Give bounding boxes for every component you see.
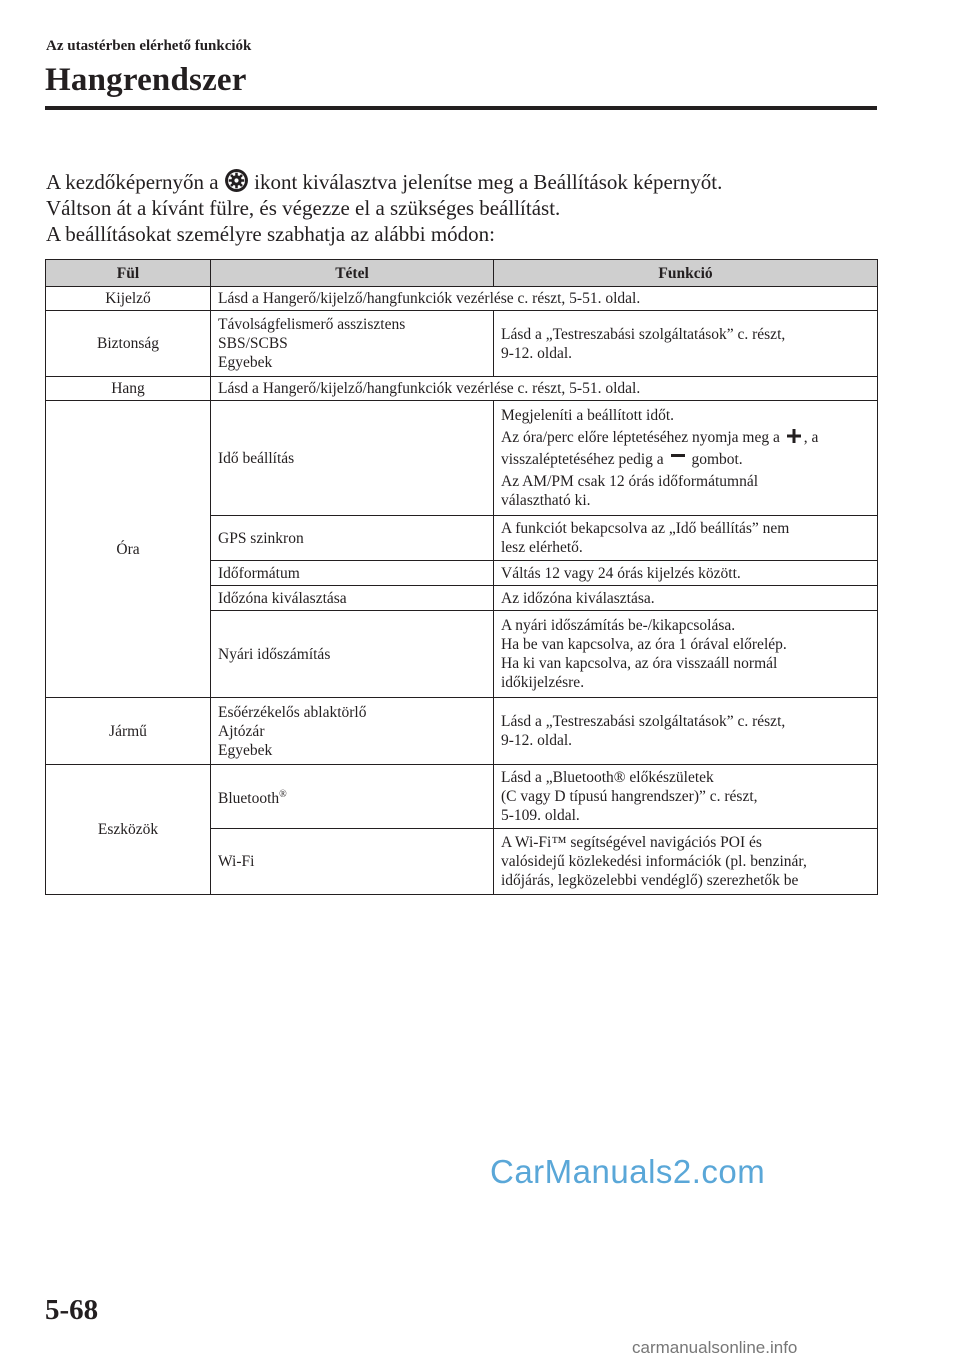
tab-cell-biztonsag: Biztonság [46,311,211,377]
item-line: Egyebek [218,741,273,759]
item-text: Bluetooth [218,790,280,808]
table-row-biztonsag [46,311,878,377]
function-cell-biztonsag [494,311,878,377]
intro-line-1-start: A kezdőképernyőn a [46,170,219,194]
item-cell-bluetooth [211,765,494,829]
function-cell-hang: Lásd a Hangerő/kijelző/hangfunkciók vezérlése c. részt, 5-51. oldal. [211,377,878,401]
function-line: A Wi-Fi™ segítségével navigációs POI és [501,834,762,851]
registered-mark: ® [279,788,287,800]
item-cell-gps-szinkron: GPS szinkron [211,516,494,561]
tab-cell-kijelzo: Kijelző [46,287,211,311]
page-title: Hangrendszer [45,62,247,98]
watermark: CarManuals2.com [490,1153,766,1190]
function-line: 9-12. oldal. [501,344,573,362]
function-cell-bluetooth [494,765,878,829]
function-text: Az óra/perc előre léptetéséhez nyomja meg a [501,429,780,446]
function-line: A funkciót bekapcsolva az „Idő beállítás” nem [501,520,790,537]
section-label: Az utastérben elérhető funkciók [46,38,252,54]
tab-cell-eszkozok: Eszközök [46,765,211,895]
plus-icon [786,428,802,444]
function-cell-idozona: Az időzóna kiválasztása. [494,586,878,611]
function-cell-gps-szinkron [494,516,878,561]
item-line: Egyebek [218,354,273,371]
function-line [501,450,870,469]
tab-cell-ora: Óra [46,401,211,698]
column-header-tab: Fül [46,260,211,287]
settings-table [45,259,878,895]
title-divider [45,106,877,110]
intro-line-3: A beállításokat személyre szabhatja az alábbi módon: [46,222,495,246]
function-line: 9-12. oldal. [501,732,573,749]
function-cell-ido-beallitas [494,401,878,516]
function-line: 5-109. oldal. [501,807,580,824]
function-line: (C vagy D típusú hangrendszer)” c. részt, [501,788,758,805]
item-line: Távolságfelismerő asszisztens [218,316,406,333]
item-cell-jarmu [211,698,494,765]
item-line: Esőérzékelős ablaktörlő [218,703,367,721]
settings-gear-icon [224,168,249,193]
minus-icon [670,450,686,466]
tab-cell-jarmu: Jármű [46,698,211,765]
item-cell-idoformatum: Időformátum [211,561,494,586]
function-cell-idoformatum: Váltás 12 vagy 24 órás kijelzés között. [494,561,878,586]
intro-line-2: Váltson át a kívánt fülre, és végezze el a szükséges beállítást. [46,196,561,220]
item-cell-nyari-idoszamitas: Nyári időszámítás [211,611,494,698]
intro-text [46,168,886,247]
function-text: visszaléptetéséhez pedig a [501,451,664,468]
function-line: Ha be van kapcsolva, az óra 1 órával előrelép. [501,636,787,653]
function-line: Megjeleníti a beállított időt. [501,407,675,424]
table-row-bluetooth [46,765,878,829]
function-line: Lásd a „Testreszabási szolgáltatások” c. részt, [501,713,786,730]
page-number: 5-68 [45,1294,99,1326]
table-row-kijelzo [46,287,878,311]
column-header-item: Tétel [211,260,494,287]
function-cell-jarmu [494,698,878,765]
footer-logo: carmanualsonline.info [632,1338,798,1357]
function-line: A nyári időszámítás be-/kikapcsolása. [501,617,736,634]
function-cell-wifi [494,829,878,895]
function-line: időjárás, legközelebbi vendéglő) szerezhetők be [501,872,799,889]
function-line: valósidejű közlekedési információk (pl. benzinár, [501,853,807,870]
function-line: lesz elérhető. [501,539,583,556]
function-line: időkijelzésre. [501,674,585,691]
table-row-ido-beallitas [46,401,878,516]
function-cell-kijelzo: Lásd a Hangerő/kijelző/hangfunkciók vezérlése c. részt, 5-51. oldal. [211,287,878,311]
item-cell-idozona: Időzóna kiválasztása [211,586,494,611]
column-header-function: Funkció [494,260,878,287]
tab-cell-hang: Hang [46,377,211,401]
function-text: gombot. [691,451,743,468]
item-line: SBS/SCBS [218,335,288,352]
function-line: Lásd a „Testreszabási szolgáltatások” c. részt, [501,325,786,343]
function-line: Az AM/PM csak 12 órás időformátumnál [501,473,759,490]
function-line: választható ki. [501,492,591,509]
intro-line-1 [46,168,886,195]
function-text: , a [803,429,819,446]
item-cell-biztonsag [211,311,494,377]
function-cell-nyari-idoszamitas [494,611,878,698]
table-row-hang [46,377,878,401]
item-cell-wifi: Wi-Fi [211,829,494,895]
item-cell-ido-beallitas: Idő beállítás [211,401,494,516]
function-line: Ha ki van kapcsolva, az óra visszaáll normál [501,655,778,672]
table-row-jarmu [46,698,878,765]
item-line: Ajtózár [218,722,265,740]
function-line [501,428,870,447]
table-header-row [46,260,878,287]
intro-line-1-end: ikont kiválasztva jelenítse meg a Beállítások képernyőt. [254,170,723,194]
function-line: Lásd a „Bluetooth® előkészületek [501,769,714,786]
